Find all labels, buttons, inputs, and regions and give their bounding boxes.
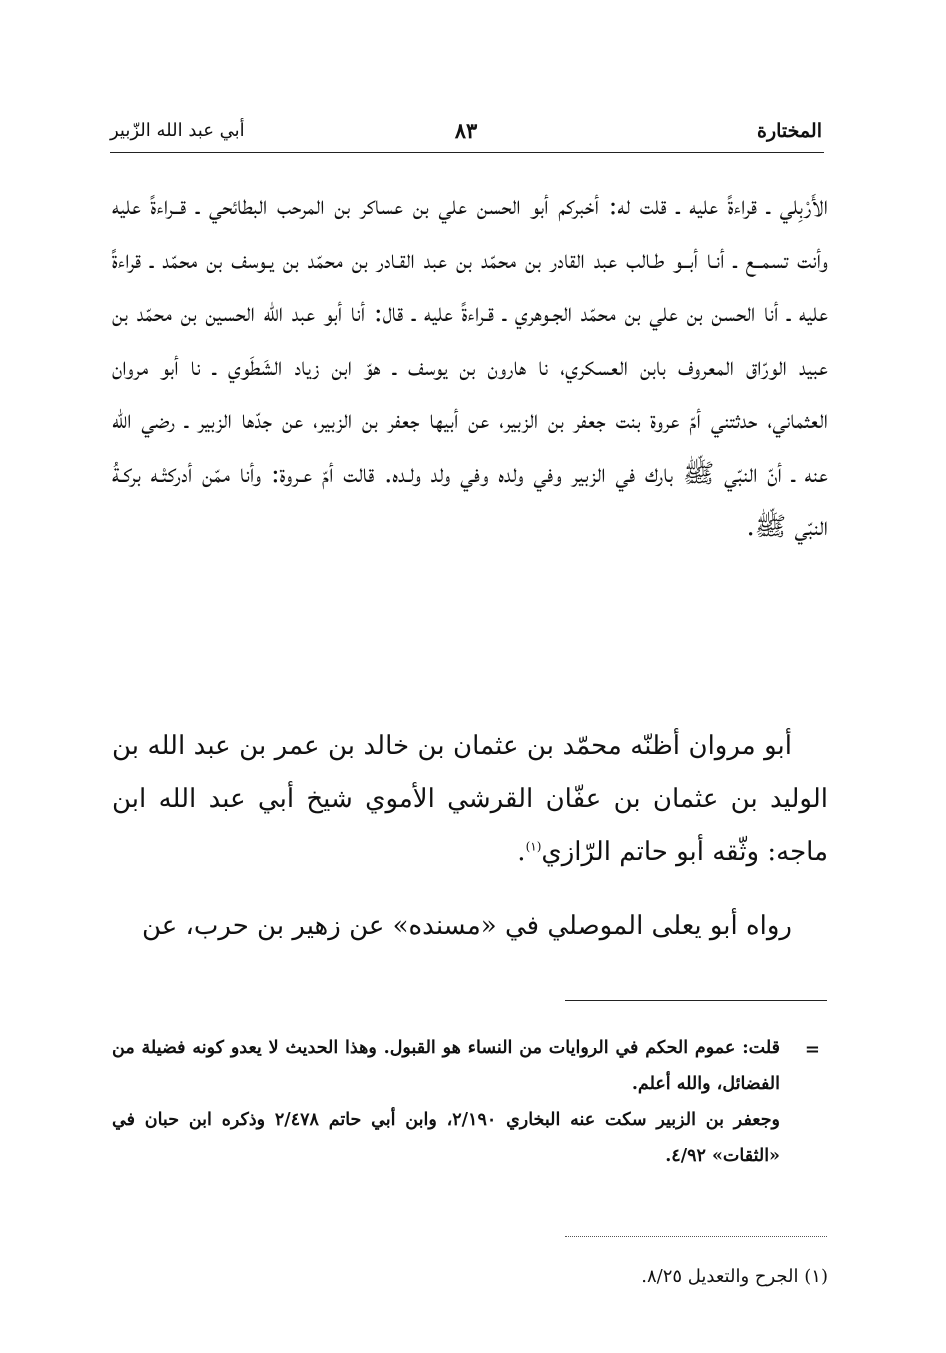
footnote-1 [112, 1262, 828, 1292]
narrator-paragraph [112, 720, 828, 879]
paragraph-riwaya: رواه أبو يعلى الموصلي في «مسنده» عن زهير بن حرب، عن [141, 911, 792, 941]
main-paragraph [112, 180, 828, 555]
footnote-1-number: (١) [804, 1266, 828, 1287]
page-number: ٨٣ [454, 118, 478, 143]
footnote-1-text: الجرح والتعديل ٨/٢٥. [641, 1266, 799, 1287]
paragraph-isnad: الأَرْبِلي ـ قراءةً عليه ـ قلت له: أخبركم أبو الحسن علي بن عساكر بن المرحب البطائحي ـ قــراءةً عليه وأنت تسمــع ـ أنـا أبــو طـالب عبد القادر بن محمّد بن عبد القـادر بن محمّد بن يـوسف بن محمّد ـ قراءةً عليه ـ أنا الحسن بن علي بن محمّد الجـوهري ـ قـراءةً عليه ـ قال: أنا أبو عبد الله الحسين بن محمّد بن عبيد الورّاق المعروف بابن العسكري، نا هارون بن يوسف ـ هوّ ابن زياد الشَطَوي ـ نا أبو مروان العثماني، حدثتني أمّ عروة بنت جعفر بن الزبير، عن أبيها جعفر بن الزبير، عن جدّها الزبير ـ رضي الله عنه ـ أنّ النبّي ﷺ بارك في الزبير وفي ولده وفي ولد ولـده. قالت أمّ عـروة: وأنا ممّن أدركتْـه بركـةُ النبّي ﷺ. [112, 191, 828, 542]
section-title: أبي عبد الله الزّبير [110, 120, 245, 141]
continuation-marker: = [804, 1039, 820, 1060]
footnote-divider-dotted [565, 1236, 827, 1237]
footnote-cont-line-1: قلت: عموم الحكم في الروايات من النساء هو القبول. وهذا الحديث لا يعدو كونه فضيلة من الفضائل، والله أعلم. [112, 1038, 780, 1094]
book-title: المختارة [757, 120, 822, 142]
footnote-ref-1[interactable]: (١) [525, 839, 542, 854]
running-header [110, 112, 822, 148]
paragraph-narrator [112, 720, 828, 879]
riwaya-paragraph [112, 900, 828, 953]
footnote-continuation [112, 1030, 828, 1174]
paragraph-narrator-end: . [517, 837, 526, 867]
paragraph-narrator-text: أبو مروان أظنّه محمّد بن عثمان بن خالد بن عمر بن عبد الله بن الوليد بن عثمان بن عفّان القرشي الأموي شيخ أبي عبد الله ابن ماجه: وثّقه أبو حاتم الرّازي [112, 731, 828, 867]
footnote-divider [565, 1000, 827, 1001]
header-divider [110, 152, 824, 153]
footnote-cont-line-2: وجعفر بن الزبير سكت عنه البخاري ٢/١٩٠، وابن أبي حاتم ٢/٤٧٨ وذكره ابن حبان في «الثقات» ٤/٩٢. [112, 1110, 781, 1166]
